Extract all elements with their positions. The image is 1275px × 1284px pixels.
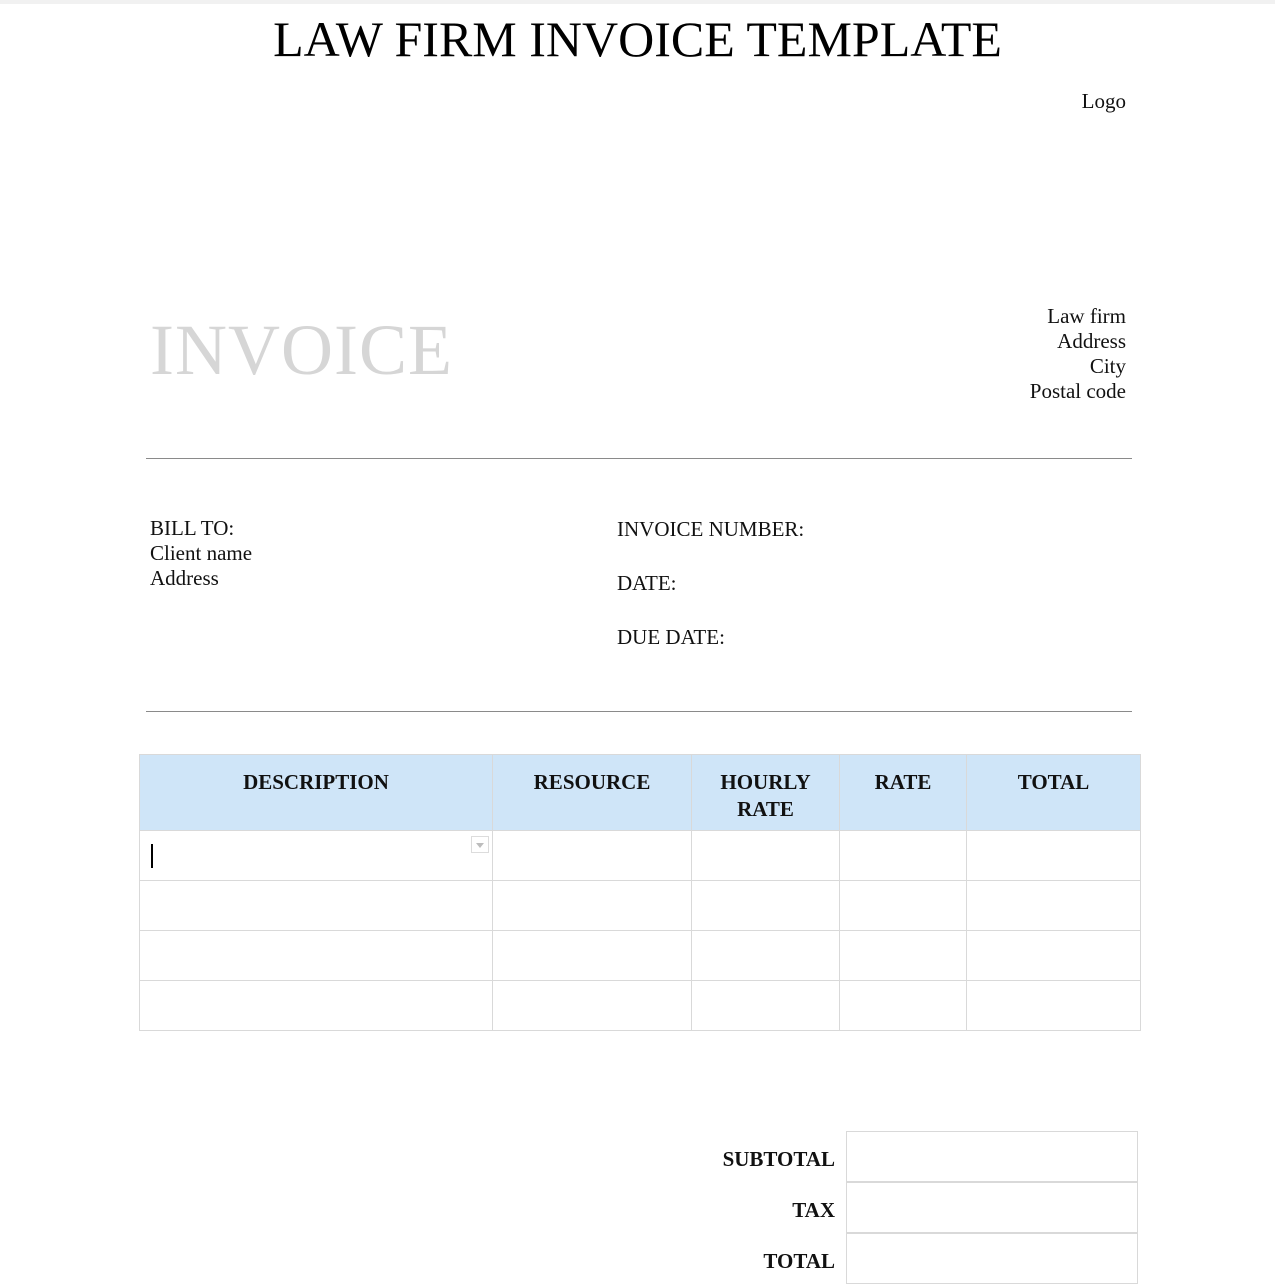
- header-resource: RESOURCE: [493, 755, 692, 831]
- date-label: DATE:: [617, 571, 677, 595]
- cell-rate[interactable]: [840, 881, 967, 931]
- bill-to-block: [150, 516, 252, 591]
- total-label: TOTAL: [763, 1249, 835, 1273]
- cell-resource[interactable]: [493, 831, 692, 881]
- chevron-down-icon[interactable]: [471, 836, 489, 853]
- page-top-edge: [0, 0, 1275, 4]
- client-address: Address: [150, 566, 219, 590]
- cell-description[interactable]: [140, 981, 493, 1031]
- cell-total[interactable]: [967, 881, 1141, 931]
- bill-to-label: BILL TO:: [150, 516, 235, 540]
- cell-hourly-rate[interactable]: [692, 981, 840, 1031]
- firm-address: Address: [1057, 329, 1126, 353]
- cell-hourly-rate[interactable]: [692, 831, 840, 881]
- logo-placeholder: Logo: [1081, 89, 1126, 113]
- invoice-number-label: INVOICE NUMBER:: [617, 517, 805, 541]
- header-rate: RATE: [840, 755, 967, 831]
- cell-total[interactable]: [967, 931, 1141, 981]
- document-title: LAW FIRM INVOICE TEMPLATE: [273, 11, 1002, 67]
- invoice-heading: INVOICE: [150, 310, 453, 390]
- cell-resource[interactable]: [493, 981, 692, 1031]
- firm-postal-code: Postal code: [1029, 379, 1126, 403]
- table-row: [140, 981, 1141, 1031]
- cell-description[interactable]: [140, 831, 493, 881]
- header-description: DESCRIPTION: [140, 755, 493, 831]
- tax-label: TAX: [792, 1198, 835, 1222]
- header-total: TOTAL: [967, 755, 1141, 831]
- cell-resource[interactable]: [493, 881, 692, 931]
- cell-total[interactable]: [967, 831, 1141, 881]
- firm-city: City: [1089, 354, 1126, 378]
- cell-description[interactable]: [140, 881, 493, 931]
- table-row: [140, 881, 1141, 931]
- text-caret: [151, 844, 153, 868]
- due-date-label: DUE DATE:: [617, 625, 725, 649]
- cell-rate[interactable]: [840, 931, 967, 981]
- total-field[interactable]: [846, 1233, 1138, 1284]
- cell-rate[interactable]: [840, 831, 967, 881]
- table-header-row: [140, 755, 1141, 831]
- divider-bottom: [146, 711, 1132, 712]
- cell-total[interactable]: [967, 981, 1141, 1031]
- firm-info: [1030, 304, 1126, 404]
- tax-field[interactable]: [846, 1182, 1138, 1233]
- table-row: [140, 931, 1141, 981]
- divider-top: [146, 458, 1132, 459]
- table-row: [140, 831, 1141, 881]
- client-name: Client name: [150, 541, 253, 565]
- header-hourly-rate: HOURLY RATE: [692, 755, 840, 831]
- cell-hourly-rate[interactable]: [692, 881, 840, 931]
- firm-name: Law firm: [1047, 304, 1126, 328]
- cell-description[interactable]: [140, 931, 493, 981]
- cell-resource[interactable]: [493, 931, 692, 981]
- subtotal-label: SUBTOTAL: [722, 1147, 835, 1171]
- subtotal-field[interactable]: [846, 1131, 1138, 1182]
- line-items-table: [139, 754, 1141, 1031]
- cell-rate[interactable]: [840, 981, 967, 1031]
- cell-hourly-rate[interactable]: [692, 931, 840, 981]
